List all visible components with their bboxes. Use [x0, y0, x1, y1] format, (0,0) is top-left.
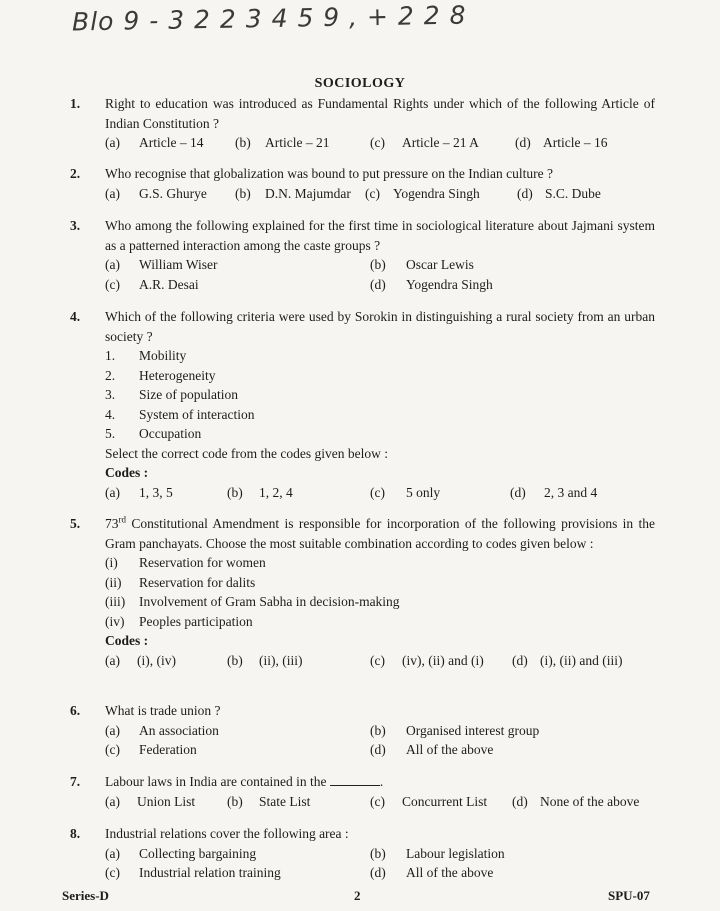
- subject-heading: SOCIOLOGY: [314, 76, 406, 91]
- option-label: (b): [235, 135, 251, 150]
- option-text: (i), (ii) and (iii): [540, 652, 623, 668]
- option-text: Collecting bargaining: [139, 845, 257, 861]
- ordinal-number: 73: [105, 516, 119, 531]
- list-number: (ii): [105, 574, 122, 590]
- option-text: Article – 14: [139, 135, 204, 150]
- list-text: Occupation: [139, 426, 202, 441]
- question-number: 5.: [70, 516, 81, 531]
- question-number: 6.: [70, 703, 81, 718]
- option-label: (d): [370, 742, 386, 757]
- question-text-body: Labour laws in India are contained in the: [105, 774, 327, 789]
- options-row: [105, 792, 655, 812]
- option-text: Industrial relation training: [139, 865, 281, 880]
- option-text: All of the above: [406, 742, 494, 757]
- list-text: Mobility: [139, 348, 187, 363]
- option-text: 2, 3 and 4: [544, 484, 598, 500]
- question-text: [105, 514, 655, 553]
- question-text: Which of the following criteria were used by Sorokin in distinguishing a rural society from an urban society ?: [105, 309, 655, 344]
- option-label: (a): [105, 484, 120, 500]
- answer-blank: [330, 773, 380, 786]
- option-label: (b): [227, 793, 243, 809]
- list-item: [105, 553, 655, 573]
- list-number: 3.: [105, 387, 116, 402]
- question-text: Industrial relations cover the following area :: [105, 826, 349, 841]
- list-number: (i): [105, 555, 118, 570]
- question-text: What is trade union ?: [105, 703, 221, 718]
- options-row: [105, 184, 655, 204]
- option-text: 1, 2, 4: [259, 484, 293, 500]
- list-item: [105, 424, 655, 444]
- option-label: (c): [370, 652, 385, 668]
- option-label: (a): [105, 793, 120, 809]
- question-text: [105, 772, 655, 792]
- option-text: S.C. Dube: [545, 185, 601, 201]
- footer-paper-code: SPU-07: [608, 888, 650, 903]
- list-item: [105, 405, 655, 425]
- option-text: 1, 3, 5: [139, 484, 173, 500]
- list-text: Peoples participation: [139, 613, 253, 629]
- list-item: [105, 366, 655, 386]
- option-label: (d): [510, 484, 526, 500]
- option-text: Article – 21 A: [402, 135, 479, 150]
- option-label: (c): [370, 484, 385, 500]
- option-text: (i), (iv): [137, 652, 176, 668]
- question-number: 4.: [70, 309, 81, 324]
- option-label: (b): [235, 185, 251, 201]
- question-text-end: .: [379, 774, 384, 789]
- handwritten-note: Blo 9 - 3 2 2 3 4 5 9 , + 2 2 8: [71, 0, 467, 37]
- ordinal-suffix: rd: [118, 514, 126, 525]
- option-text: An association: [139, 722, 219, 738]
- option-label: (c): [370, 793, 385, 809]
- option-label: (c): [105, 742, 120, 757]
- option-label: (b): [227, 652, 243, 668]
- list-text: Reservation for women: [139, 555, 266, 570]
- list-number: 1.: [105, 348, 116, 363]
- option-text: 5 only: [406, 484, 441, 500]
- footer-page-number: 2: [354, 888, 361, 903]
- option-label: (a): [105, 845, 120, 861]
- list-text: Reservation for dalits: [139, 574, 256, 590]
- list-number: (iv): [105, 613, 125, 629]
- footer-series: Series-D: [62, 888, 109, 903]
- criteria-list: [105, 346, 655, 444]
- option-label: (d): [370, 865, 386, 880]
- option-label: (a): [105, 722, 120, 738]
- options-row: [105, 651, 655, 671]
- list-item: [105, 592, 655, 612]
- options-row: [105, 133, 655, 153]
- options-grid: [105, 255, 655, 294]
- codes-heading: Codes :: [105, 465, 149, 480]
- option-text: Concurrent List: [402, 793, 488, 809]
- option-label: (b): [370, 722, 386, 738]
- option-label: (c): [105, 276, 120, 292]
- list-text: System of interaction: [139, 406, 255, 422]
- question-text-body: Constitutional Amendment is responsible for incorporation of the following provisions in the Gram panchayats. Choose the most suitable combination according to codes given below :: [105, 516, 655, 551]
- list-item: [105, 612, 655, 632]
- option-label: (c): [105, 865, 120, 880]
- question-number: 8.: [70, 826, 81, 841]
- option-label: (d): [370, 276, 386, 292]
- list-item: [105, 385, 655, 405]
- option-text: Labour legislation: [406, 845, 505, 861]
- question-text: Who among the following explained for the first time in sociological literature about Jajmani system as a patterned interaction among the caste groups ?: [105, 218, 655, 253]
- option-text: Yogendra Singh: [393, 185, 480, 201]
- option-text: Oscar Lewis: [406, 257, 474, 272]
- option-label: (b): [370, 845, 386, 861]
- option-text: Organised interest group: [406, 722, 540, 738]
- provisions-list: [105, 553, 655, 631]
- list-item: [105, 346, 655, 366]
- list-item: [105, 573, 655, 593]
- option-text: (iv), (ii) and (i): [402, 652, 484, 668]
- option-text: State List: [259, 793, 311, 809]
- question-number: 2.: [70, 166, 81, 181]
- option-text: A.R. Desai: [139, 276, 199, 292]
- options-grid: [105, 721, 655, 760]
- options-grid: [105, 844, 655, 883]
- option-text: G.S. Ghurye: [139, 185, 207, 201]
- list-number: 4.: [105, 406, 116, 422]
- list-number: (iii): [105, 594, 126, 609]
- options-row: [105, 483, 655, 503]
- option-label: (d): [517, 185, 533, 201]
- question-text: Right to education was introduced as Fundamental Rights under which of the following Article of Indian Constitution ?: [105, 96, 655, 131]
- option-label: (b): [370, 257, 386, 272]
- option-label: (d): [512, 652, 528, 668]
- option-label: (a): [105, 185, 120, 201]
- option-label: (a): [105, 257, 120, 272]
- option-text: None of the above: [540, 793, 640, 809]
- option-label: (d): [512, 793, 528, 809]
- option-label: (c): [370, 135, 385, 150]
- list-text: Heterogeneity: [139, 367, 216, 383]
- option-label: (d): [515, 135, 531, 150]
- codes-heading: Codes :: [105, 633, 149, 648]
- option-text: D.N. Majumdar: [265, 185, 351, 201]
- question-number: 1.: [70, 96, 81, 111]
- list-number: 2.: [105, 367, 116, 383]
- option-label: (b): [227, 484, 243, 500]
- option-text: Federation: [139, 742, 197, 757]
- option-label: (a): [105, 652, 120, 668]
- option-label: (a): [105, 135, 120, 150]
- question-number: 7.: [70, 774, 81, 789]
- option-text: (ii), (iii): [259, 652, 303, 668]
- option-text: All of the above: [406, 865, 494, 880]
- option-text: Article – 16: [543, 135, 608, 150]
- option-label: (c): [365, 185, 380, 201]
- list-text: Size of population: [139, 387, 238, 402]
- option-text: Article – 21: [265, 135, 330, 150]
- option-text: Union List: [137, 793, 196, 809]
- question-number: 3.: [70, 218, 81, 233]
- option-text: William Wiser: [139, 257, 218, 272]
- option-text: Yogendra Singh: [406, 276, 493, 292]
- list-number: 5.: [105, 426, 116, 441]
- question-text: Who recognise that globalization was bound to put pressure on the Indian culture ?: [105, 166, 553, 181]
- list-text: Involvement of Gram Sabha in decision-making: [139, 594, 400, 609]
- instruction-text: Select the correct code from the codes given below :: [105, 445, 389, 461]
